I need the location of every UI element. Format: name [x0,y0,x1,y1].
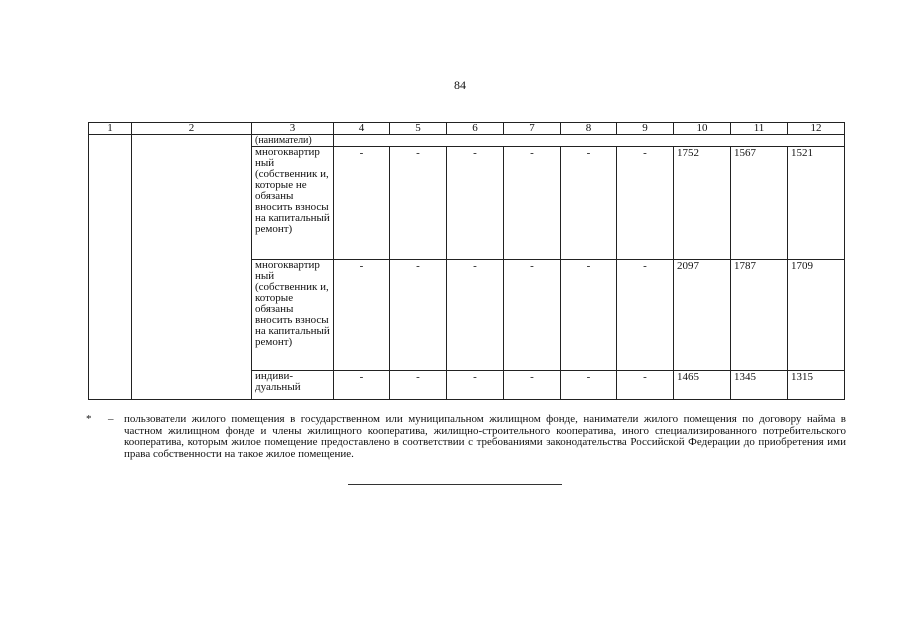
cell-c9: - [617,371,674,400]
cell-c10: 1465 [674,371,731,400]
cell-c12: 1521 [788,147,845,260]
cell-c10: 2097 [674,260,731,371]
continuation-cell: (наниматели) [252,135,334,147]
page-number: 84 [454,78,466,92]
footnote-dash: – [108,413,114,425]
cell-c7: - [504,260,561,371]
column-header-8: 8 [561,123,617,135]
cell-c5: - [390,260,447,371]
footnote-text: пользователи жилого помещения в государственном или муниципальном жилищном фонде, наниматели жилого помещения по договору найма в частном жилищном фонде и члены жилищного кооператива, жилищно-строительного кооператива, иного специализированного потребительского кооператива, которым жилое помещение предоставлено в соответствии с требованиями законодательства Российской Федерации до приобретения ими права собственности на такое жилое помещение. [124,413,846,460]
cell-c11: 1345 [731,371,788,400]
cell-c5: - [390,371,447,400]
column-header-3: 3 [252,123,334,135]
housing-type: многоквартир ный (собственник и, которые не обязаны вносить взносы на капитальный ремонт) [252,147,334,260]
column-header-4: 4 [334,123,390,135]
footnote [86,414,846,460]
cell-c7: - [504,371,561,400]
column-header-10: 10 [674,123,731,135]
header-row [89,123,845,135]
end-separator-line [348,484,562,485]
column-header-5: 5 [390,123,447,135]
tariff-table [88,122,845,400]
cell-c9: - [617,147,674,260]
merged-cell-col1 [89,135,132,400]
continuation-empty [334,135,845,147]
cell-c11: 1567 [731,147,788,260]
cell-c11: 1787 [731,260,788,371]
column-header-12: 12 [788,123,845,135]
column-header-6: 6 [447,123,504,135]
cell-c8: - [561,260,617,371]
cell-c4: - [334,260,390,371]
cell-c6: - [447,260,504,371]
housing-type: индиви- дуальный [252,371,334,400]
cell-c4: - [334,371,390,400]
cell-c10: 1752 [674,147,731,260]
footnote-mark: * [86,413,92,425]
column-header-11: 11 [731,123,788,135]
cell-c8: - [561,371,617,400]
cell-c8: - [561,147,617,260]
column-header-7: 7 [504,123,561,135]
housing-type: многоквартир ный (собственник и, которые обязаны вносить взносы на капитальный ремонт) [252,260,334,371]
cell-c4: - [334,147,390,260]
continuation-row [89,135,845,147]
column-header-1: 1 [89,123,132,135]
column-header-2: 2 [132,123,252,135]
cell-c5: - [390,147,447,260]
cell-c6: - [447,371,504,400]
merged-cell-col2 [132,135,252,400]
cell-c9: - [617,260,674,371]
cell-c12: 1709 [788,260,845,371]
cell-c12: 1315 [788,371,845,400]
cell-c7: - [504,147,561,260]
cell-c6: - [447,147,504,260]
column-header-9: 9 [617,123,674,135]
